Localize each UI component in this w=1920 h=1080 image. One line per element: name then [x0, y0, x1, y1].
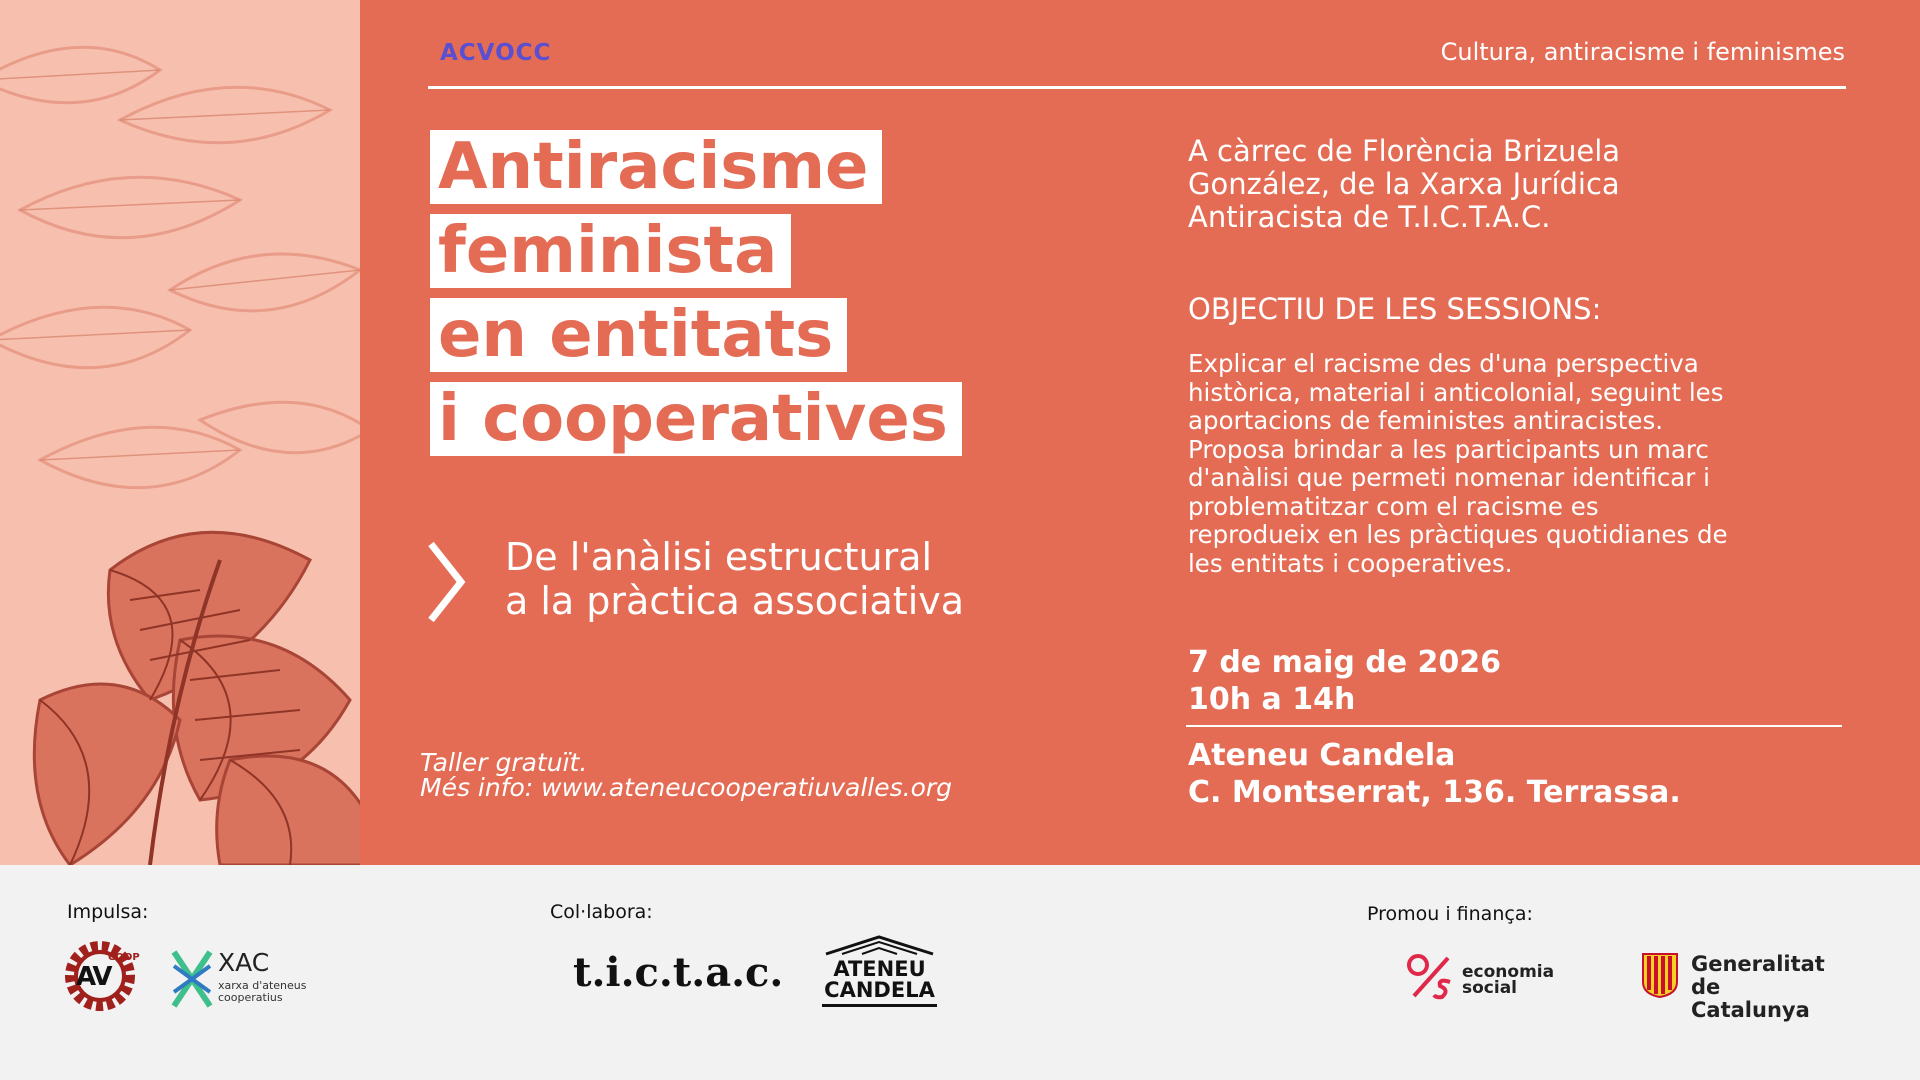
impulsa-label: Impulsa: [67, 901, 149, 923]
ateneu-candela-logo[interactable] [822, 934, 937, 1010]
objective-line: Proposa brindar a les participants un marc [1188, 434, 1709, 464]
date-divider [1186, 725, 1842, 727]
event-time: 10h a 14h [1188, 682, 1356, 717]
title-line-1: Antiracisme [430, 130, 882, 204]
speaker-credit [1188, 135, 1788, 234]
candela-roof-icon [822, 934, 937, 956]
economia-line2: social [1462, 978, 1518, 998]
objective-line: les entitats i cooperatives. [1188, 548, 1513, 578]
economia-social-logo[interactable] [1406, 952, 1556, 1002]
event-title [430, 130, 962, 466]
acoop-logo[interactable] [62, 936, 142, 1016]
generalitat-logo[interactable] [1641, 952, 1841, 1022]
es-logo-icon [1406, 952, 1456, 1002]
acoop-top-text: COOP [108, 952, 140, 963]
promou-label: Promou i finança: [1367, 903, 1533, 925]
objective-line: històrica, material i anticolonial, seguint les [1188, 377, 1724, 407]
generalitat-line1: Generalitat [1691, 952, 1825, 976]
subtitle-line-2: a la pràctica associativa [505, 579, 965, 623]
objective-line: Explicar el racisme des d'una perspectiva [1188, 349, 1699, 378]
top-divider [428, 86, 1846, 89]
title-line-3: en entitats [430, 298, 847, 372]
senyera-icon [1641, 952, 1679, 998]
colabora-label: Col·labora: [550, 901, 653, 923]
topic-label: Cultura, antiracisme i feminismes [1440, 38, 1845, 66]
xac-line1: xarxa d'ateneus [218, 979, 307, 992]
event-date: 7 de maig de 2026 [1188, 645, 1502, 680]
subtitle-line-1: De l'anàlisi estructural [505, 535, 933, 579]
acoop-letters: AV [76, 962, 111, 992]
candela-line2: CANDELA [824, 978, 935, 1002]
workshop-info [420, 750, 952, 800]
objective-heading: OBJECTIU DE LES SESSIONS: [1188, 292, 1602, 326]
objective-line: d'anàlisi que permeti nomenar identificar i [1188, 463, 1710, 492]
objective-text [1188, 350, 1888, 578]
title-line-2: feminista [430, 214, 791, 288]
brand-logo: ACVOCC [440, 40, 552, 66]
xac-cross-icon [170, 948, 214, 1010]
xac-line2: cooperatius [218, 991, 283, 1004]
candela-underline [822, 1004, 937, 1007]
credit-line-2: González, de la Xarxa Jurídica [1188, 167, 1620, 201]
free-workshop-text: Taller gratuït. [420, 748, 588, 777]
credit-line-3: Antiracista de T.I.C.T.A.C. [1188, 200, 1551, 234]
venue-name: Ateneu Candela [1188, 738, 1456, 773]
title-line-4: i cooperatives [430, 382, 962, 456]
chevron-right-icon [425, 540, 469, 628]
tictac-logo[interactable]: t.i.c.t.a.c. [573, 949, 784, 996]
venue-address: C. Montserrat, 136. Terrassa. [1188, 775, 1681, 810]
credit-line-1: A càrrec de Florència Brizuela [1188, 134, 1621, 168]
leaves-photo [0, 0, 360, 865]
event-datetime [1188, 644, 1501, 718]
more-info-link[interactable]: Més info: www.ateneucooperatiuvalles.org [420, 773, 953, 802]
objective-line: problematitzar com el racisme es [1188, 491, 1599, 521]
objective-line: reprodueix en les pràctiques quotidianes de [1188, 520, 1728, 549]
candela-line1: ATENEU [833, 957, 926, 981]
event-venue [1188, 737, 1681, 811]
generalitat-line2: de Catalunya [1691, 975, 1810, 1022]
economia-line1: economia [1462, 962, 1555, 982]
event-subtitle [505, 535, 964, 623]
objective-line: aportacions de feministes antiracistes. [1188, 406, 1664, 435]
xac-name: XAC [218, 948, 270, 977]
xac-logo[interactable] [170, 948, 310, 1010]
